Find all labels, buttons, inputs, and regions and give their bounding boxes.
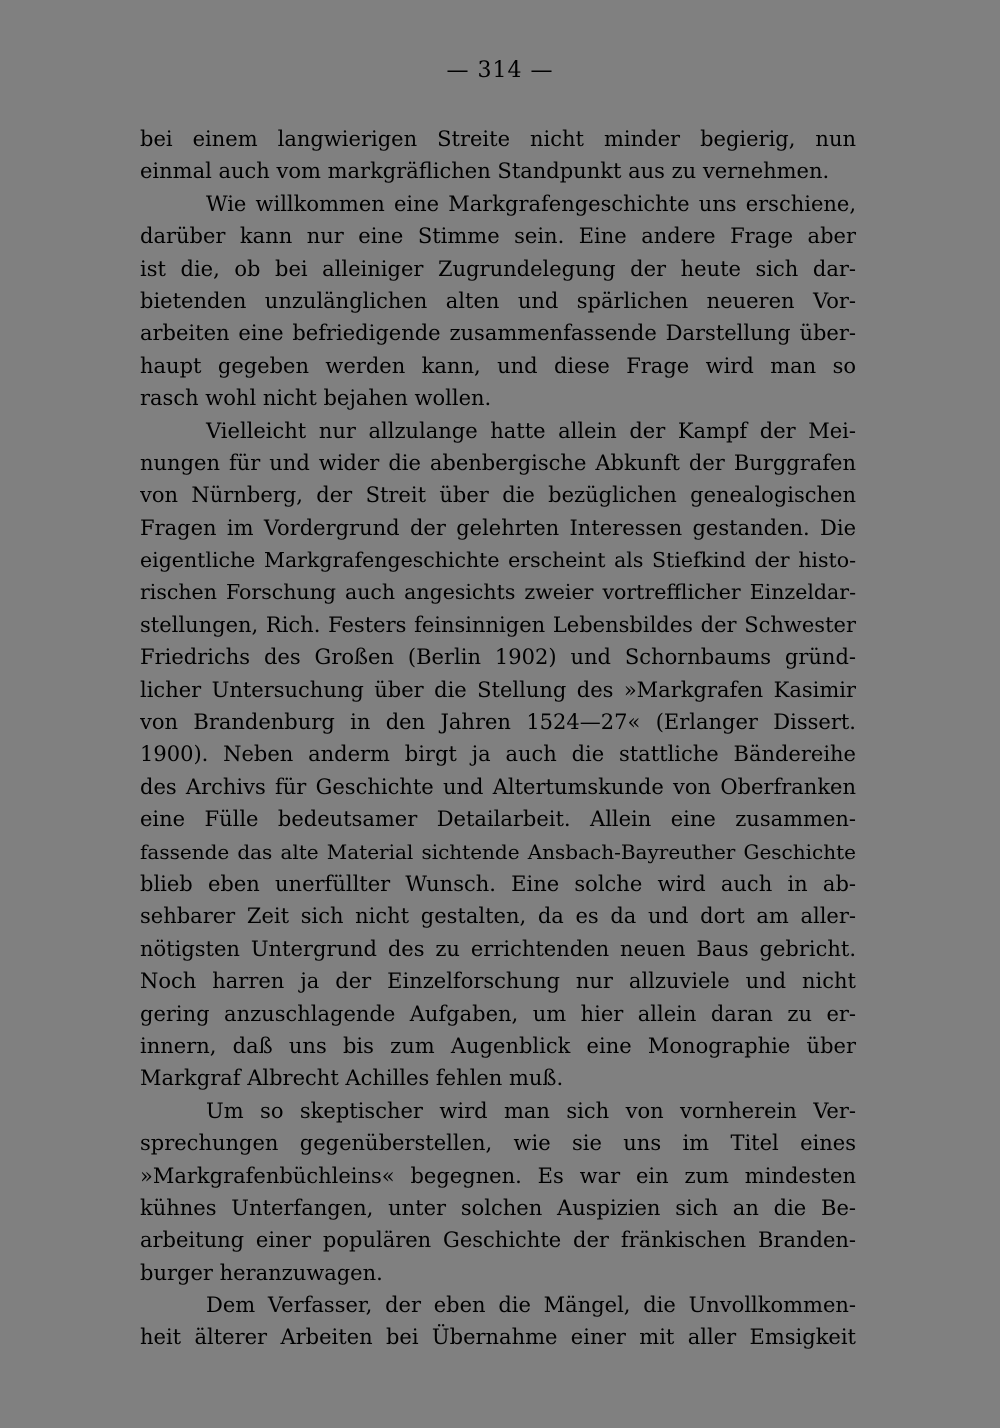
text-line: arbeitung einer populären Geschichte der fränkischen Branden-: [140, 1228, 856, 1253]
text-line: rischen Forschung auch angesichts zweier vortrefflicher Einzeldar-: [140, 580, 856, 605]
text-line: rasch wohl nicht bejahen wollen.: [140, 386, 492, 411]
text-line: gering anzuschlagende Aufgaben, um hier allein daran zu er-: [140, 1001, 856, 1026]
body-text: [140, 123, 856, 1354]
text-line: innern, daß uns bis zum Augenblick eine Monographie über: [140, 1033, 856, 1058]
text-line: bei einem langwierigen Streite nicht minder begierig, nun: [140, 127, 856, 151]
text-line: Noch harren ja der Einzelforschung nur allzuviele und nicht: [140, 969, 856, 994]
text-line: Dem Verfasser, der eben die Mängel, die Unvollkommen-: [206, 1293, 856, 1318]
text-line: Wie willkommen eine Markgrafengeschichte uns erschiene,: [206, 191, 856, 216]
text-line: Um so skeptischer wird man sich von vornherein Ver-: [206, 1098, 856, 1123]
text-line: Markgraf Albrecht Achilles fehlen muß.: [140, 1066, 564, 1091]
text-line: licher Untersuchung über die Stellung des »Markgrafen Kasimir: [140, 677, 856, 702]
text-line: eine Fülle bedeutsamer Detailarbeit. Allein eine zusammen-: [140, 807, 856, 832]
text-line: »Markgrafenbüchleins« begegnen. Es war ein zum mindesten: [140, 1163, 856, 1188]
text-line: fassende das alte Material sichtende Ansbach-Bayreuther Geschichte: [140, 839, 856, 864]
text-line: Fragen im Vordergrund der gelehrten Interessen gestanden. Die: [140, 515, 856, 540]
text-line: stellungen, Rich. Festers feinsinnigen Lebensbildes der Schwester: [140, 612, 856, 637]
text-line: Vielleicht nur allzulange hatte allein der Kampf der Mei-: [206, 418, 856, 443]
text-line: von Brandenburg in den Jahren 1524—27« (Erlanger Dissert.: [140, 710, 856, 735]
text-line: heit älterer Arbeiten bei Übernahme einer mit aller Emsigkeit: [140, 1325, 856, 1350]
text-line: eigentliche Markgrafengeschichte erscheint als Stiefkind der histo-: [140, 548, 856, 573]
text-line: bietenden unzulänglichen alten und spärlichen neueren Vor-: [140, 288, 856, 313]
text-line: nötigsten Untergrund des zu errichtenden neuen Baus gebricht.: [140, 936, 856, 961]
text-line: sehbarer Zeit sich nicht gestalten, da es da und dort am aller-: [140, 904, 856, 929]
text-line: burger heranzuwagen.: [140, 1260, 383, 1285]
text-line: sprechungen gegenüberstellen, wie sie uns im Titel eines: [140, 1131, 856, 1156]
text-line: einmal auch vom markgräflichen Standpunkt aus zu vernehmen.: [140, 159, 830, 184]
text-line: haupt gegeben werden kann, und diese Frage wird man so: [140, 353, 856, 378]
text-line: arbeiten eine befriedigende zusammenfassende Darstellung über-: [140, 321, 856, 346]
text-line: von Nürnberg, der Streit über die bezüglichen genealogischen: [140, 483, 856, 508]
text-line: nungen für und wider die abenbergische Abkunft der Burggrafen: [140, 450, 856, 475]
text-line: des Archivs für Geschichte und Altertumskunde von Oberfranken: [140, 774, 856, 799]
text-line: 1900). Neben anderm birgt ja auch die stattliche Bändereihe: [140, 742, 856, 767]
text-line: kühnes Unterfangen, unter solchen Auspizien sich an die Be-: [140, 1195, 856, 1220]
text-line: darüber kann nur eine Stimme sein. Eine andere Frage aber: [140, 224, 856, 249]
text-line: blieb eben unerfüllter Wunsch. Eine solche wird auch in ab-: [140, 871, 856, 896]
page-number: — 314 —: [446, 58, 554, 83]
text-line: ist die, ob bei alleiniger Zugrundelegung der heute sich dar-: [140, 256, 856, 281]
text-line: Friedrichs des Großen (Berlin 1902) und Schornbaums gründ-: [140, 645, 856, 670]
